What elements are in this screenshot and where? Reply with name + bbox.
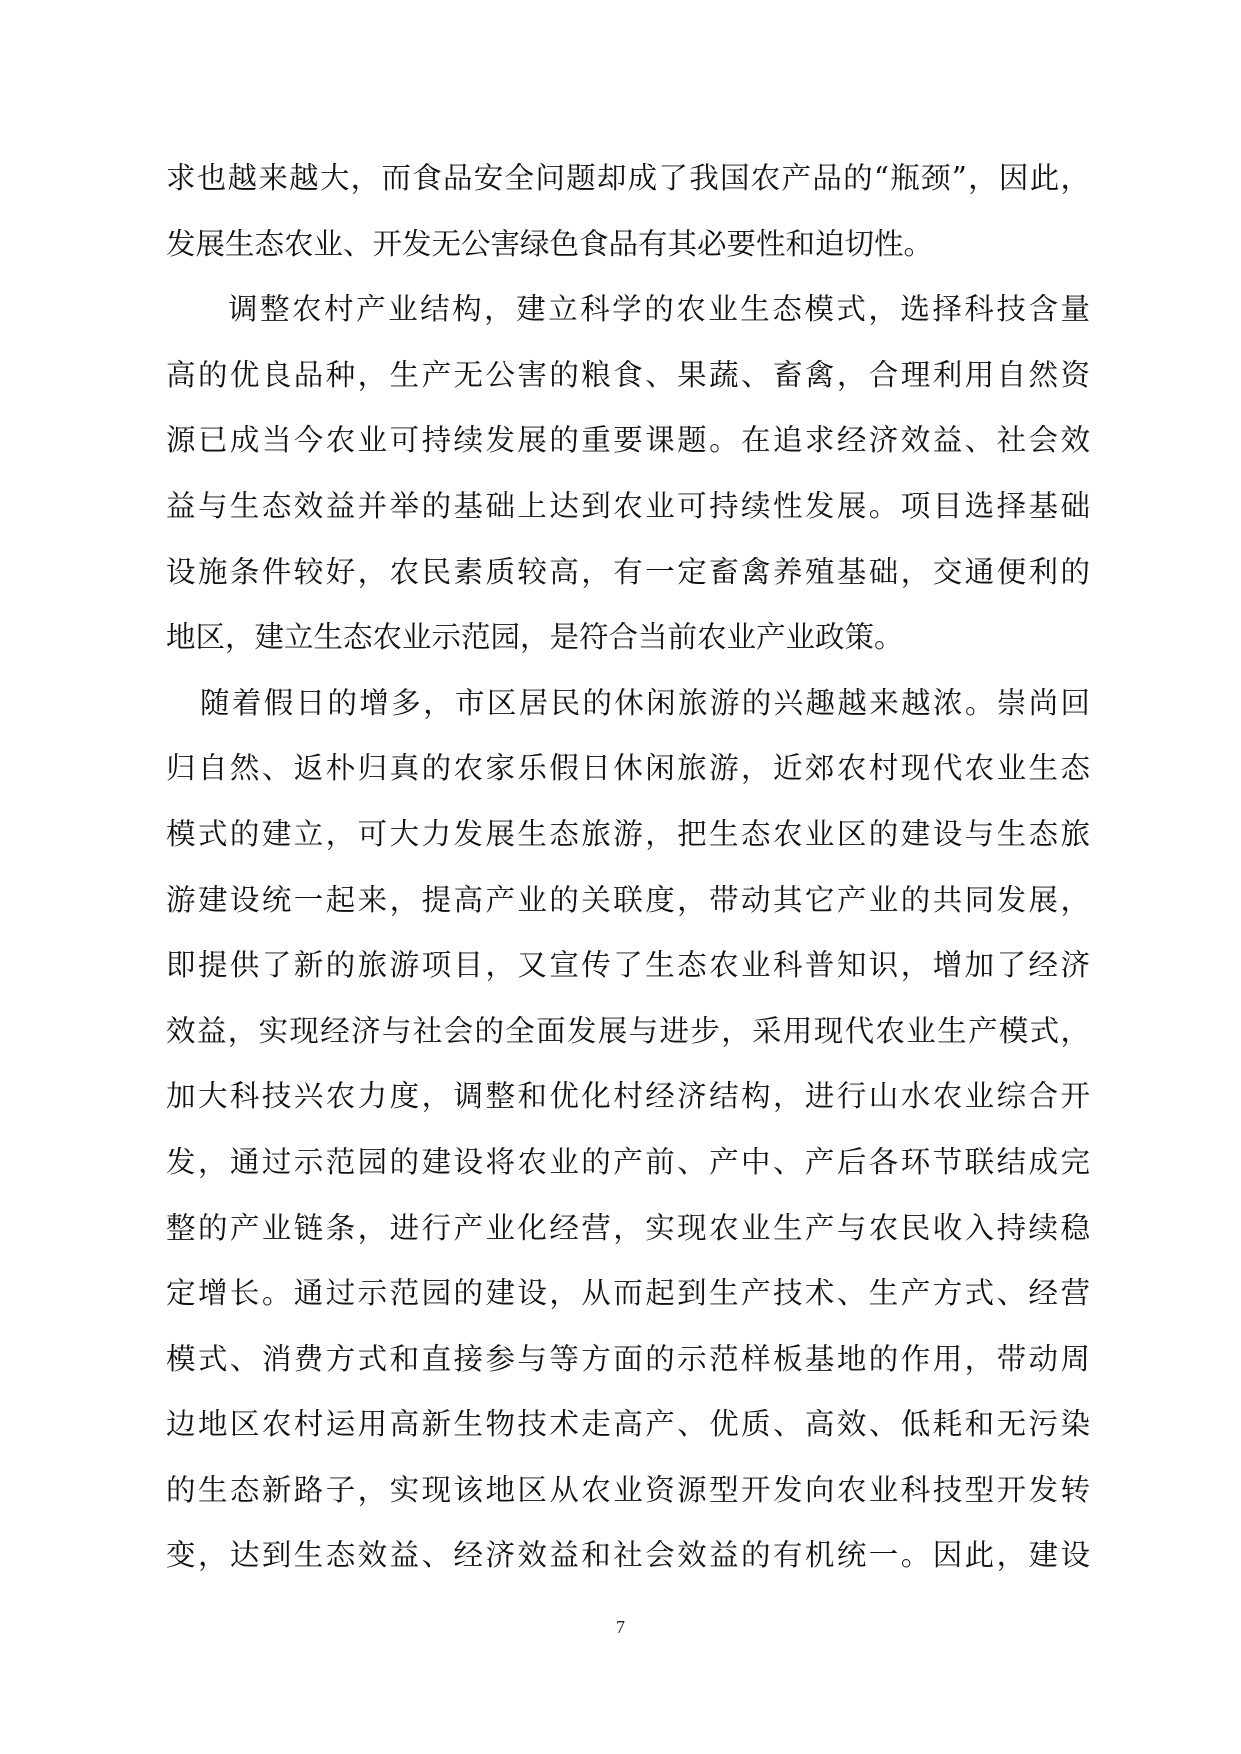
text-line: 整的产业链条，进行产业化经营，实现农业生产与农民收入持续稳: [166, 1210, 1090, 1245]
text-line: 边地区农村运用高新生物技术走高产、优质、高效、低耗和无污染: [166, 1407, 1090, 1442]
text-line: 定增长。通过示范园的建设，从而起到生产技术、生产方式、经营: [166, 1276, 1090, 1311]
text-line: 发展生态农业、开发无公害绿色食品有其必要性和迫切性。: [166, 226, 934, 261]
text-line: 模式的建立，可大力发展生态旅游，把生态农业区的建设与生态旅: [166, 816, 1090, 851]
text-line: 设施条件较好，农民素质较高，有一定畜禽养殖基础，交通便利的: [166, 554, 1090, 589]
paragraph-first-line: 随着假日的增多，市区居民的休闲旅游的兴趣越来越浓。崇尚回: [200, 685, 1090, 720]
text-line: 即提供了新的旅游项目，又宣传了生态农业科普知识，增加了经济: [166, 948, 1090, 983]
text-line: 求也越来越大，而食品安全问题却成了我国农产品的“瓶颈”，因此，: [166, 161, 1090, 195]
text-line: 地区，建立生态农业示范园，是符合当前农业产业政策。: [166, 620, 904, 655]
text-line: 的生态新路子，实现该地区从农业资源型开发向农业科技型开发转: [166, 1472, 1090, 1507]
text-line: 游建设统一起来，提高产业的关联度，带动其它产业的共同发展，: [166, 882, 1090, 917]
page-number: 7: [616, 1617, 625, 1637]
text-line: 效益，实现经济与社会的全面发展与进步，采用现代农业生产模式，: [166, 1013, 1090, 1048]
text-line: 变，达到生态效益、经济效益和社会效益的有机统一。因此，建设: [166, 1538, 1090, 1573]
text-line: 益与生态效益并举的基础上达到农业可持续性发展。项目选择基础: [166, 488, 1090, 523]
text-line: 模式、消费方式和直接参与等方面的示范样板基地的作用，带动周: [166, 1341, 1090, 1376]
text-line: 源已成当今农业可持续发展的重要课题。在追求经济效益、社会效: [166, 423, 1090, 458]
text-line: 发，通过示范园的建设将农业的产前、产中、产后各环节联结成完: [166, 1144, 1090, 1179]
text-line: 加大科技兴农力度，调整和优化村经济结构，进行山水农业综合开: [166, 1079, 1090, 1114]
text-line: 归自然、返朴归真的农家乐假日休闲旅游，近郊农村现代农业生态: [166, 751, 1090, 786]
text-line: 高的优良品种，生产无公害的粮食、果蔬、畜禽，合理利用自然资: [166, 357, 1090, 392]
body-text: [166, 146, 1090, 1589]
paragraph-first-line: 调整农村产业结构，建立科学的农业生态模式，选择科技含量: [228, 292, 1090, 327]
